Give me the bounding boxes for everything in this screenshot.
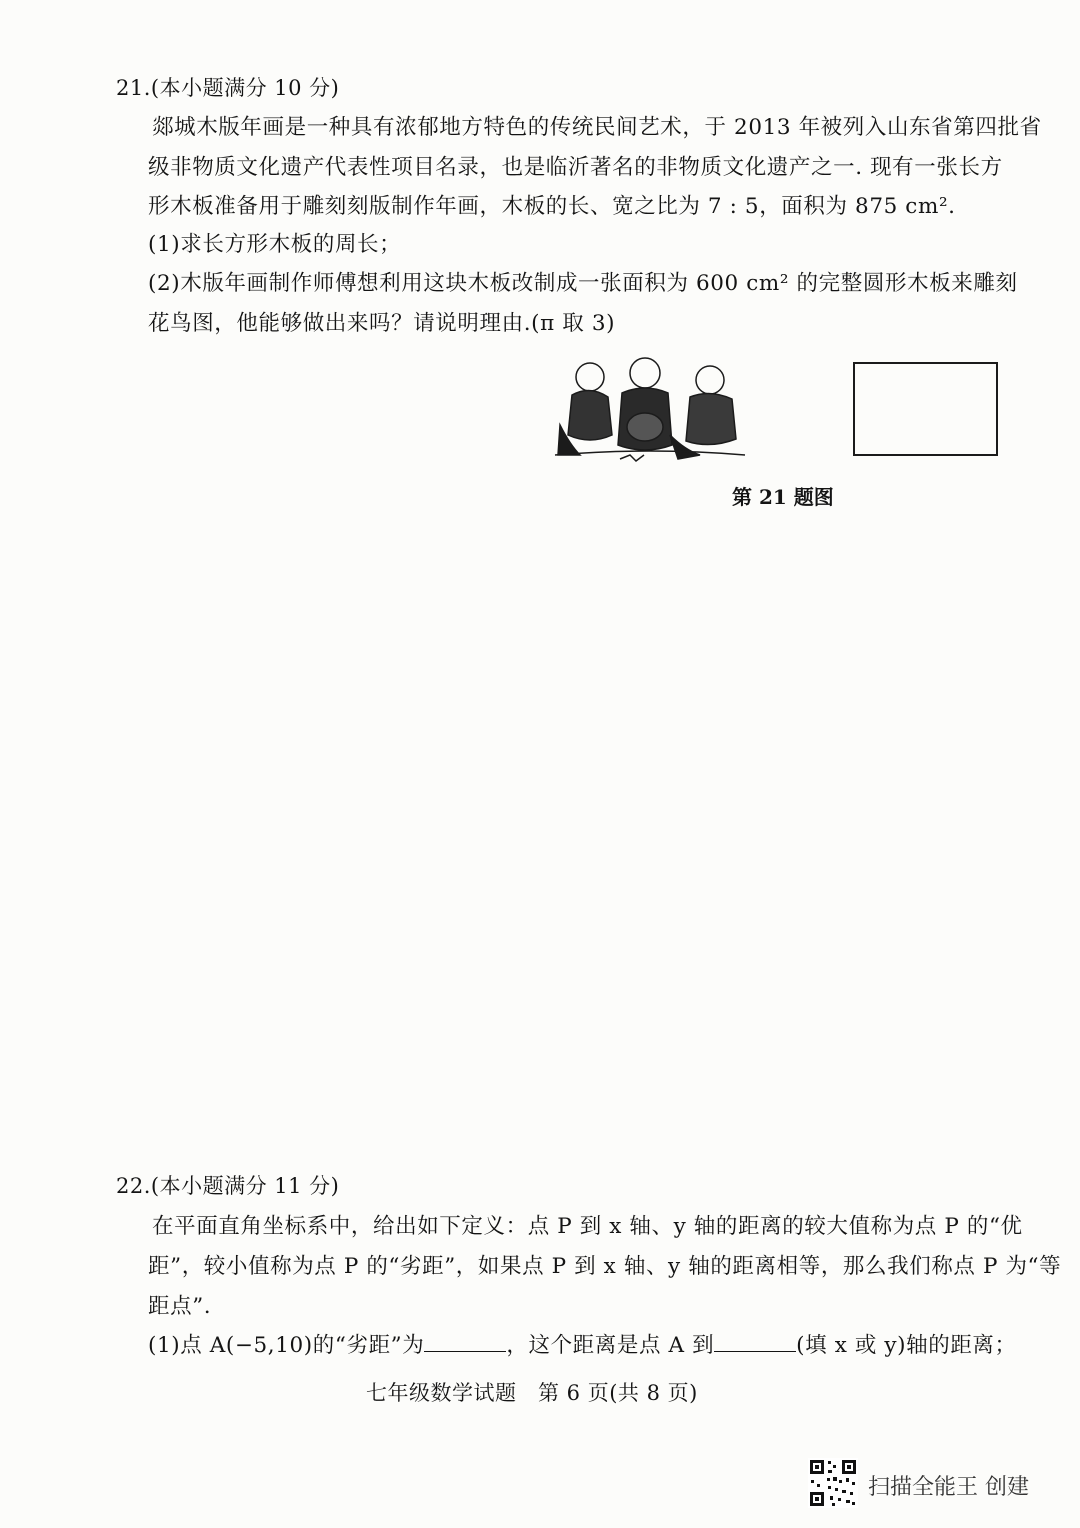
q21-line-3: 形木板准备用于雕刻刻版制作年画，木板的长、宽之比为 7 : 5，面积为 875 cm². [148,194,956,219]
answer-blank-1[interactable] [424,1333,506,1352]
q22-sub1-part-c: (填 x 或 y)轴的距离； [796,1333,1017,1358]
q21-line-2: 级非物质文化遗产代表性项目名录，也是临沂著名的非物质文化遗产之一. 现有一张长方 [148,155,1003,180]
q22-line-2: 距”，较小值称为点 P 的“劣距”，如果点 P 到 x 轴、y 轴的距离相等，那么我们称点 P 为“等 [148,1254,1062,1279]
q21-sub2-line-2: 花鸟图，他能够做出来吗？请说明理由.(π 取 3) [148,311,616,336]
q21-sub2-line-1: (2)木版年画制作师傅想利用这块木板改制成一张面积为 600 cm² 的完整圆形木板来雕刻 [148,271,1018,296]
qr-code-icon [808,1458,858,1508]
q22-line-3: 距点”. [148,1294,212,1319]
q22-sub1-part-a: (1)点 A(−5,10)的“劣距”为 [148,1333,425,1358]
figure-21-caption: 第 21 题图 [732,485,834,509]
q22-line-1: 在平面直角坐标系中，给出如下定义：点 P 到 x 轴、y 轴的距离的较大值称为点 P 的“优 [152,1214,1023,1239]
q22-sub1-part-b: ，这个距离是点 A 到 [506,1333,715,1358]
answer-blank-2[interactable] [714,1333,796,1352]
q21-heading: 21.(本小题满分 10 分) [116,76,340,100]
woodblock-figures-illustration [550,355,750,470]
rectangle-board-figure [853,362,998,456]
q22-heading: 22.(本小题满分 11 分) [116,1174,340,1198]
q21-line-1: 郯城木版年画是一种具有浓郁地方特色的传统民间艺术，于 2013 年被列入山东省第四批省 [152,115,1042,140]
page-footer: 七年级数学试题 第 6 页(共 8 页) [366,1381,698,1405]
scanner-watermark-text: 扫描全能王 创建 [868,1475,1029,1500]
q22-sub1 [148,1328,1017,1359]
q21-sub1: (1)求长方形木板的周长； [148,232,402,257]
